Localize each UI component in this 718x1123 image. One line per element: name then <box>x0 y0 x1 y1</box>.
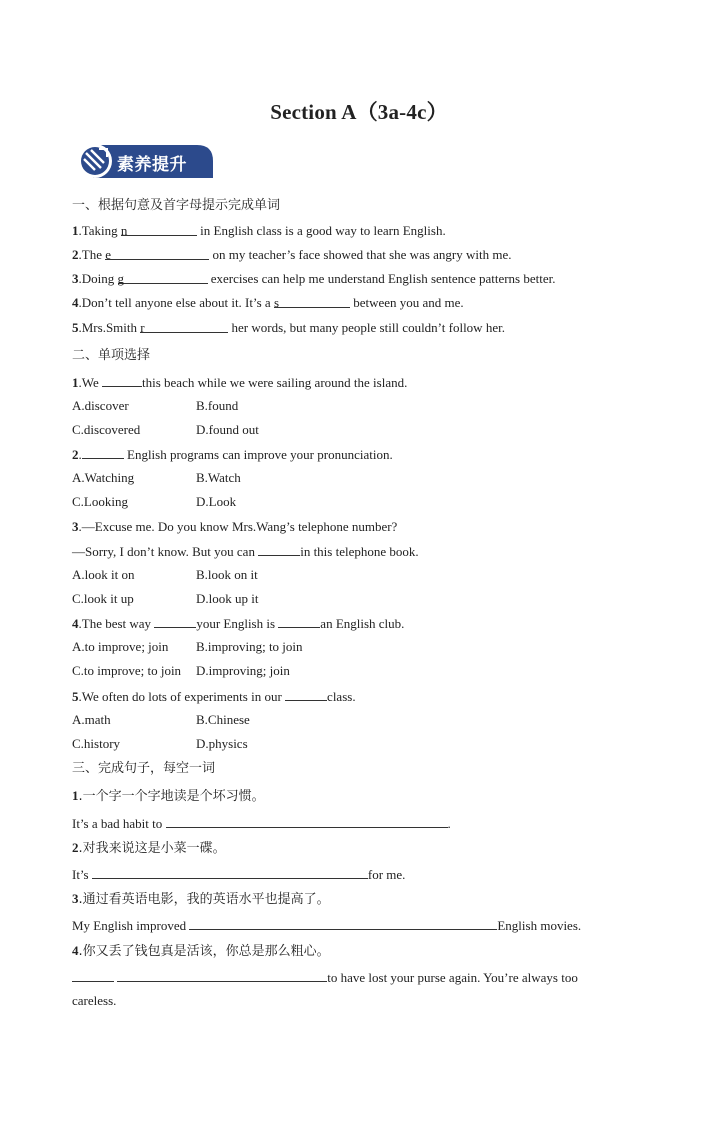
section3-heading: 三、完成句子，每空一词 <box>72 761 216 776</box>
page-title: Section A（3a-4c） <box>270 100 448 124</box>
answer-blank <box>92 866 368 879</box>
answer-blank <box>72 969 114 982</box>
section2-heading: 二、单项选择 <box>72 348 151 363</box>
answer-blank: g <box>118 271 208 284</box>
s2-q5: 5.We often do lots of experiments in our class. <box>72 689 356 704</box>
s2-q3: 3.—Excuse me. Do you know Mrs.Wang’s telephone number? <box>72 519 398 534</box>
s3-q3-en: My English improved English movies. <box>72 918 582 933</box>
answer-blank <box>258 543 300 556</box>
answer-blank: e <box>105 247 209 260</box>
option-a: A.discover <box>72 398 129 413</box>
option-c: C.to improve; to join <box>72 663 182 678</box>
option-a: A.Watching <box>72 470 135 485</box>
badge-label: 素养提升 <box>117 155 187 175</box>
s2-q2: 2. English programs can improve your pronunciation. <box>72 447 393 462</box>
option-b: B.Watch <box>196 470 241 485</box>
answer-blank: r <box>140 320 228 333</box>
s3-q1-en: It’s a bad habit to . <box>72 816 451 831</box>
option-a: A.look it on <box>72 567 135 582</box>
option-d: D.Look <box>196 494 237 509</box>
answer-blank <box>154 615 196 628</box>
option-a: A.to improve; join <box>72 639 169 654</box>
s3-q1-cn: 1.一个字一个字地读是个坏习惯。 <box>72 788 265 804</box>
s2-q4: 4.The best way your English is an English club. <box>72 616 405 631</box>
s1-item-3: 3.Doing g exercises can help me understand English sentence patterns better. <box>72 271 556 286</box>
answer-blank <box>189 917 497 930</box>
answer-blank: n <box>121 223 197 236</box>
s1-item-4: 4.Don’t tell anyone else about it. It’s a s between you and me. <box>72 295 464 310</box>
section1-heading: 一、根据句意及首字母提示完成单词 <box>72 198 281 213</box>
option-d: D.found out <box>196 422 259 437</box>
answer-blank <box>278 615 320 628</box>
option-b: B.found <box>196 398 239 413</box>
s3-q2-en: It’s for me. <box>72 867 406 882</box>
answer-blank <box>166 815 448 828</box>
s3-q4-cn: 4.你又丢了钱包真是活该，你总是那么粗心。 <box>72 943 330 959</box>
s3-q4-en-line2: careless. <box>72 993 117 1008</box>
s1-item-2: 2.The e on my teacher’s face showed that she was angry with me. <box>72 247 512 262</box>
answer-blank <box>285 688 327 701</box>
answer-blank <box>82 446 124 459</box>
option-c: C.history <box>72 736 121 751</box>
answer-blank: s <box>274 295 350 308</box>
option-c: C.look it up <box>72 591 134 606</box>
s1-item-1: 1.Taking n in English class is a good way to learn English. <box>72 223 446 238</box>
option-a: A.math <box>72 712 111 727</box>
s2-q1: 1.We this beach while we were sailing around the island. <box>72 375 408 390</box>
s3-q3-cn: 3.通过看英语电影，我的英语水平也提高了。 <box>72 891 330 907</box>
answer-blank <box>102 374 142 387</box>
option-d: D.physics <box>196 736 248 751</box>
s2-q3-line2: —Sorry, I don’t know. But you can in this telephone book. <box>72 544 419 559</box>
option-b: B.look on it <box>196 567 258 582</box>
answer-blank <box>117 969 327 982</box>
option-d: D.improving; join <box>196 663 290 678</box>
option-c: C.Looking <box>72 494 128 509</box>
option-d: D.look up it <box>196 591 259 606</box>
s3-q2-cn: 2.对我来说这是小菜一碟。 <box>72 840 226 856</box>
option-c: C.discovered <box>72 422 141 437</box>
option-b: B.Chinese <box>196 712 250 727</box>
s1-item-5: 5.Mrs.Smith r her words, but many people still couldn’t follow her. <box>72 320 505 335</box>
s3-q4-en: to have lost your purse again. You’re always too <box>72 969 578 986</box>
option-b: B.improving; to join <box>196 639 303 654</box>
